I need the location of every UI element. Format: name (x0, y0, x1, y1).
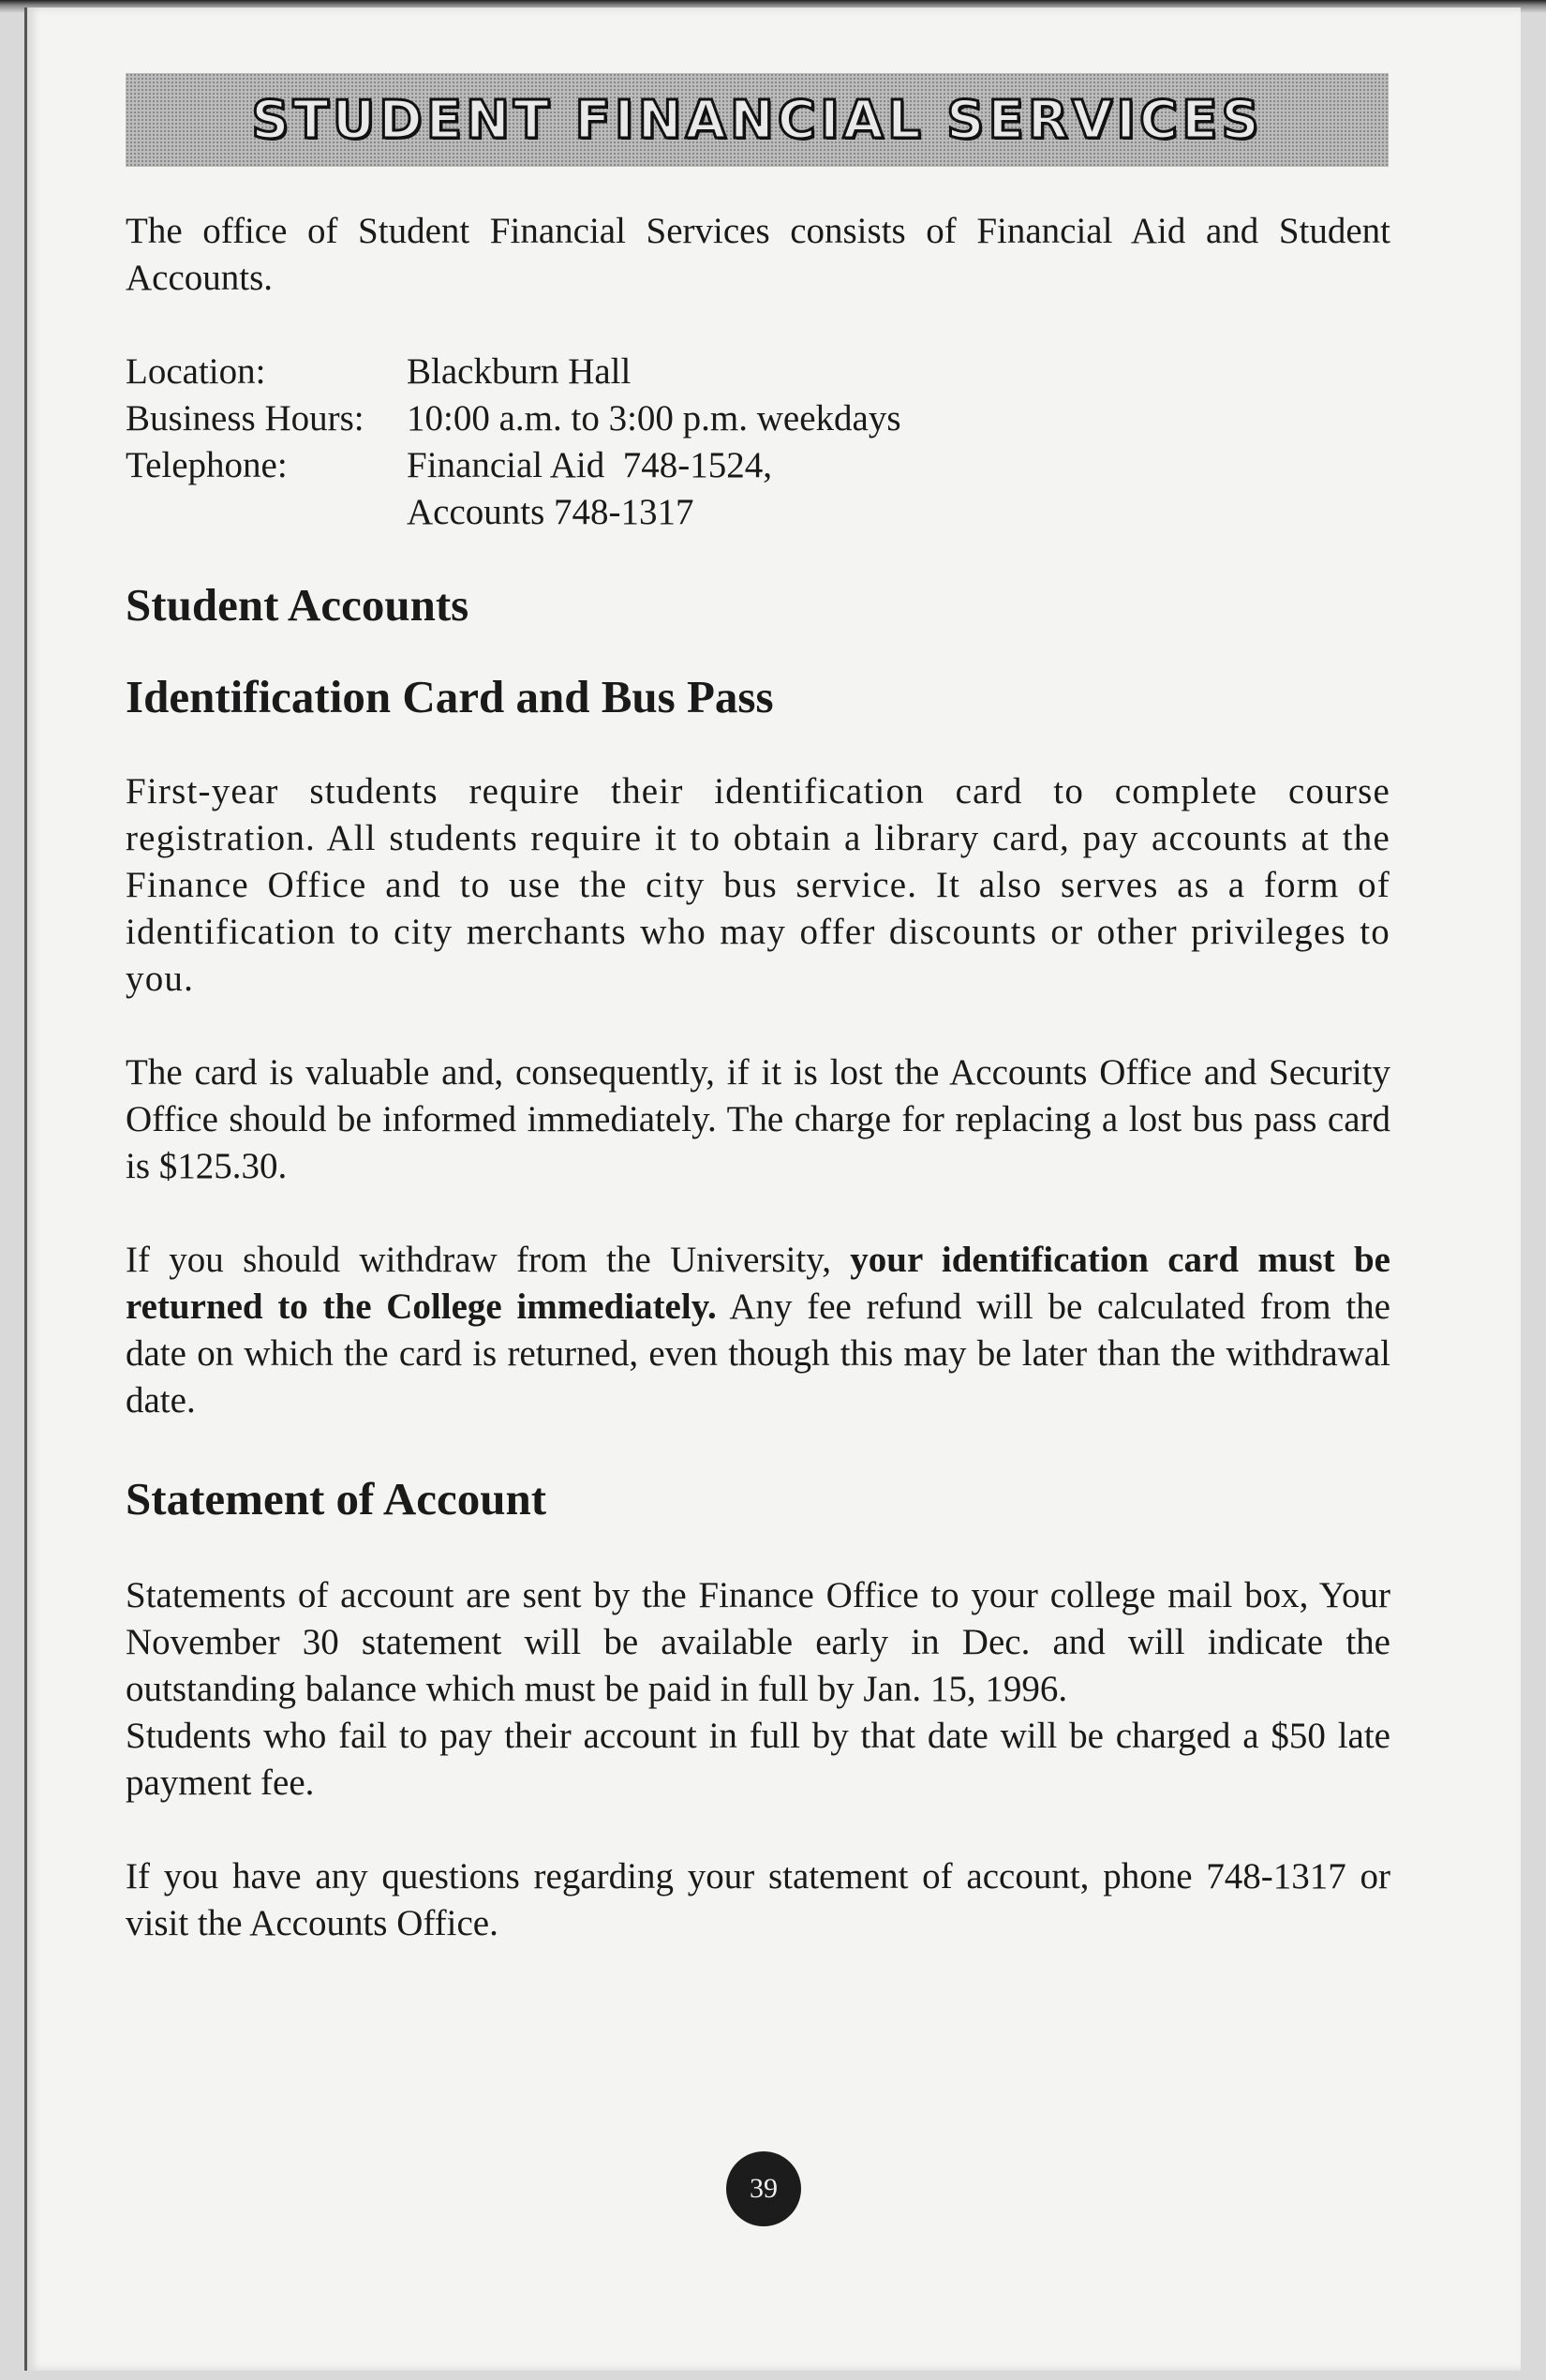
location-value: Blackburn Hall (407, 351, 632, 392)
statement-paragraph-3: If you have any questions regarding your statement of account, phone 748-1317 or visit the Accounts Office. (126, 1856, 1390, 1943)
heading-statement-of-account: Statement of Account (126, 1473, 547, 1525)
withdraw-text: If you should withdraw from the University, (126, 1240, 851, 1280)
statement-paragraph-2: Students who fail to pay their account in full by that date will be charged a $50 late payment fee. (126, 1716, 1390, 1803)
hours-value: 10:00 a.m. to 3:00 p.m. weekdays (407, 398, 901, 439)
id-card-paragraph-1: First-year students require their identification card to complete course registration. All students require it to obtain a library card, pay accounts at the Finance Office and to use the city bus service. It also serves as a form of identification to city merchants who may offer discounts or other privileges to you. (126, 771, 1390, 999)
phone-value-financial-aid: Financial Aid 748-1524, (407, 445, 772, 485)
refund-text: Any fee refund will be calculated from the date on which the card is returned, even though this may be later than the withdrawal date. (126, 1287, 1390, 1421)
return-card-notice: your identification card must be returned to the College immediately. (126, 1240, 1390, 1327)
office-info-table (126, 349, 901, 536)
heading-student-accounts: Student Accounts (126, 579, 469, 631)
id-card-paragraph-2: The card is valuable and, consequently, if it is lost the Accounts Office and Security Office should be informed immediately. The charge for replacing a lost bus pass card is $125.30. (126, 1052, 1390, 1186)
phone-value-accounts: Accounts 748-1317 (407, 492, 694, 532)
info-row-hours (126, 395, 901, 442)
page-content (126, 208, 1390, 1994)
location-label: Location: (126, 351, 266, 392)
section-banner (126, 73, 1389, 167)
hours-label: Business Hours: (126, 398, 364, 439)
phone-label: Telephone: (126, 445, 288, 485)
info-row-phone (126, 442, 901, 489)
id-card-paragraph-3 (126, 1237, 1390, 1424)
info-row-location (126, 349, 901, 395)
info-row-phone-2 (126, 489, 901, 536)
heading-id-card: Identification Card and Bus Pass (126, 671, 774, 722)
page-number-badge: 39 (726, 2151, 801, 2226)
banner-title: STUDENT FINANCIAL SERVICES (251, 89, 1263, 151)
statement-paragraph-1: Statements of account are sent by the Finance Office to your college mail box, Your November 30 statement will be available early in Dec. and will indicate the outstanding balance which must be paid in full by Jan. 15, 1996. (126, 1575, 1390, 1709)
intro-paragraph: The office of Student Financial Services consists of Financial Aid and Student Accounts. (126, 211, 1390, 298)
